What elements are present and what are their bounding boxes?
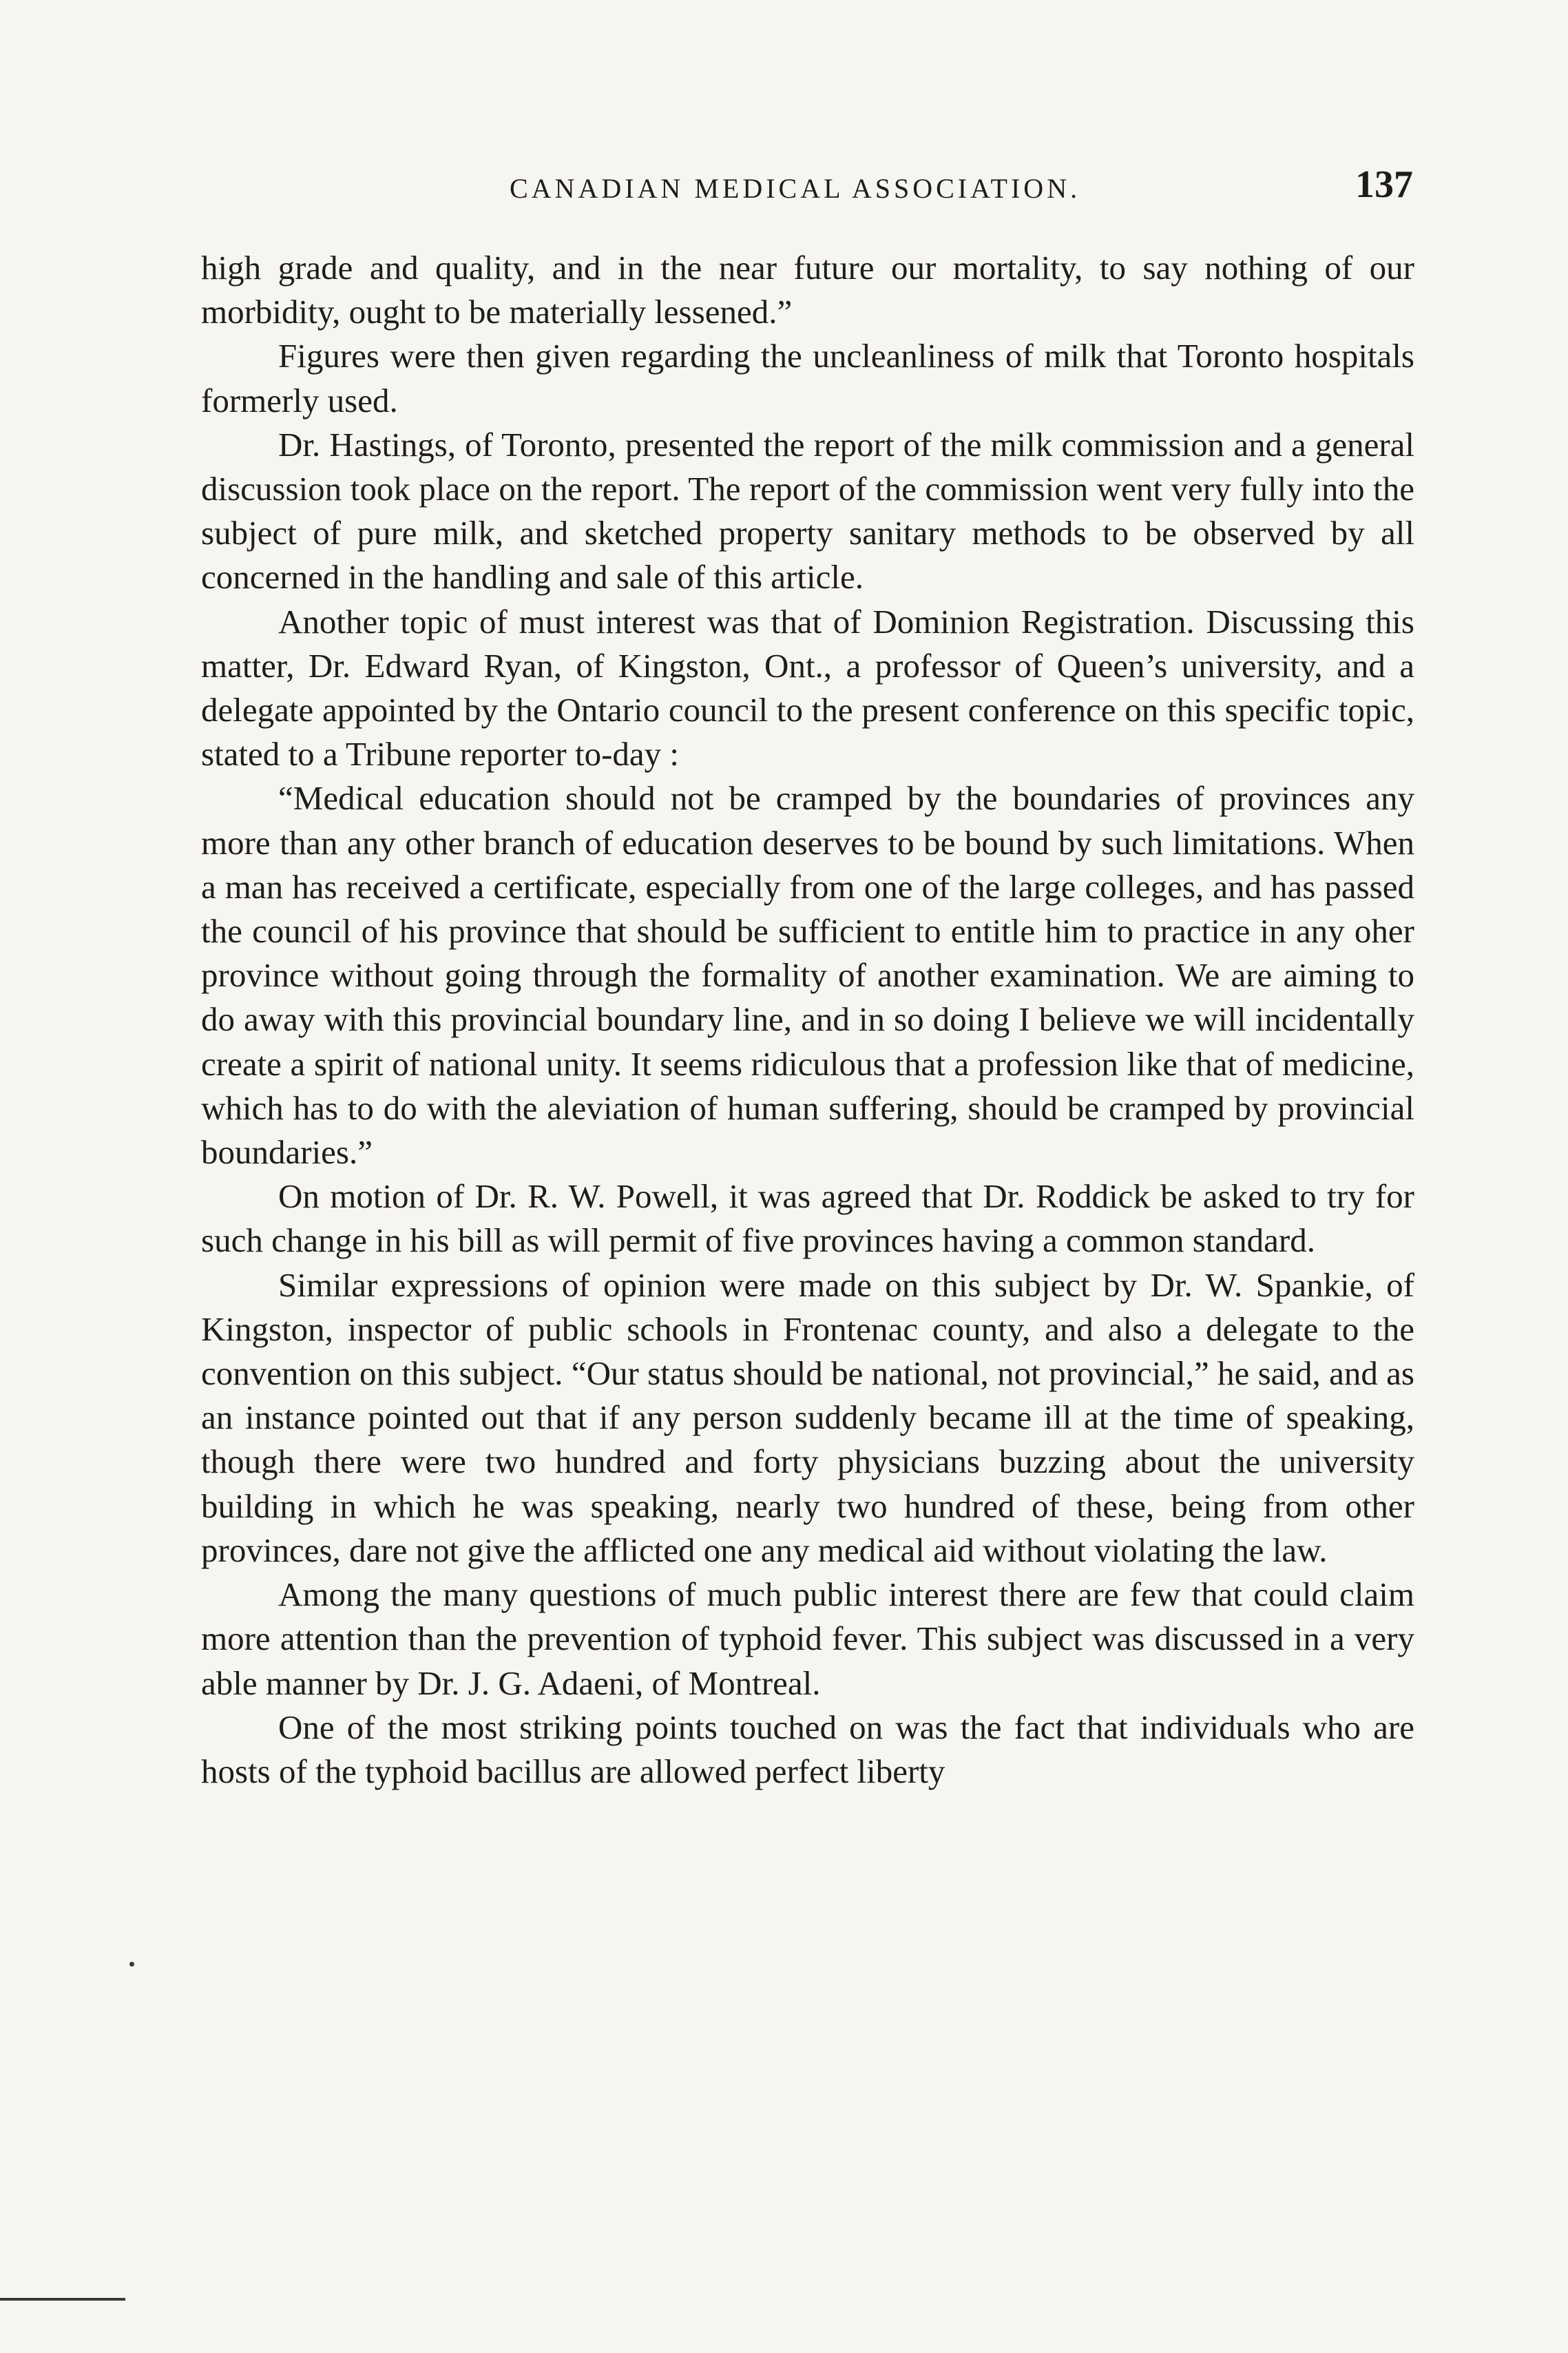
paragraph: One of the most striking points touched on was the fact that individuals who are hosts of the typhoid bacillus are allowed perfect liberty — [201, 1708, 1414, 1790]
page-header — [207, 164, 1413, 214]
paragraph: Figures were then given regarding the uncleanliness of milk that Toronto hospitals formerly used. — [201, 337, 1414, 419]
paragraph: Among the many questions of much public interest there are few that could claim more attention than the prevention of typhoid fever. This subject was discussed in a very able manner by Dr. J. G. Adaeni, of Montreal. — [201, 1575, 1414, 1702]
paragraph: Dr. Hastings, of Toronto, presented the report of the milk commission and a general discussion took place on the report. The report of the commission went very fully into the subject of pure milk, and sketched property sanitary methods to be observed by all concerned in the handling and sale of this article. — [201, 425, 1414, 597]
paragraph: Similar expressions of opinion were made on this subject by Dr. W. Spankie, of Kingston, inspector of public schools in Frontenac county, and also a delegate to the convention on this subject. “Our status should be national, not provincial,” he said, and as an instance pointed out that if any person suddenly became ill at the time of speaking, though there were two hundred and forty physicians buzzing about the university building in which he was speaking, nearly two hundred of these, being from other provinces, dare not give the afflicted one any medical aid without violating the law. — [201, 1265, 1414, 1569]
running-head: CANADIAN MEDICAL ASSOCIATION. — [510, 173, 1081, 204]
paragraph: Another topic of must interest was that of Dominion Registration. Discussing this matter, Dr. Edward Ryan, of Kingston, Ont., a professor of Queen’s university, and a delegate appointed by the Ontario council to the present conference on this specific topic, stated to a Tribune reporter to-day : — [201, 602, 1414, 774]
scan-edge-rule — [0, 2298, 125, 2301]
paragraph: high grade and quality, and in the near future our mortality, to say nothing of our morbidity, ought to be materially lessened.” — [201, 249, 1414, 331]
page-number: 137 — [1355, 163, 1413, 206]
article-body — [201, 246, 1414, 1794]
paragraph: “Medical education should not be cramped by the boundaries of provinces any more than any other branch of education deserves to be bound by such limitations. When a man has received a certificate, especially from one of the large colleges, and has passed the council of his province that should be sufficient to entitle him to practice in any oher province without going through the formality of another examination. We are aiming to do away with this provincial boundary line, and in so doing I believe we will incidentally create a spirit of national unity. It seems ridiculous that a profession like that of medicine, which has to do with the aleviation of human suffering, should be cramped by provincial boundaries.” — [201, 779, 1414, 1172]
scan-speck — [129, 1962, 134, 1967]
paragraph: On motion of Dr. R. W. Powell, it was agreed that Dr. Roddick be asked to try for such change in his bill as will permit of five provinces having a common standard. — [201, 1177, 1414, 1260]
